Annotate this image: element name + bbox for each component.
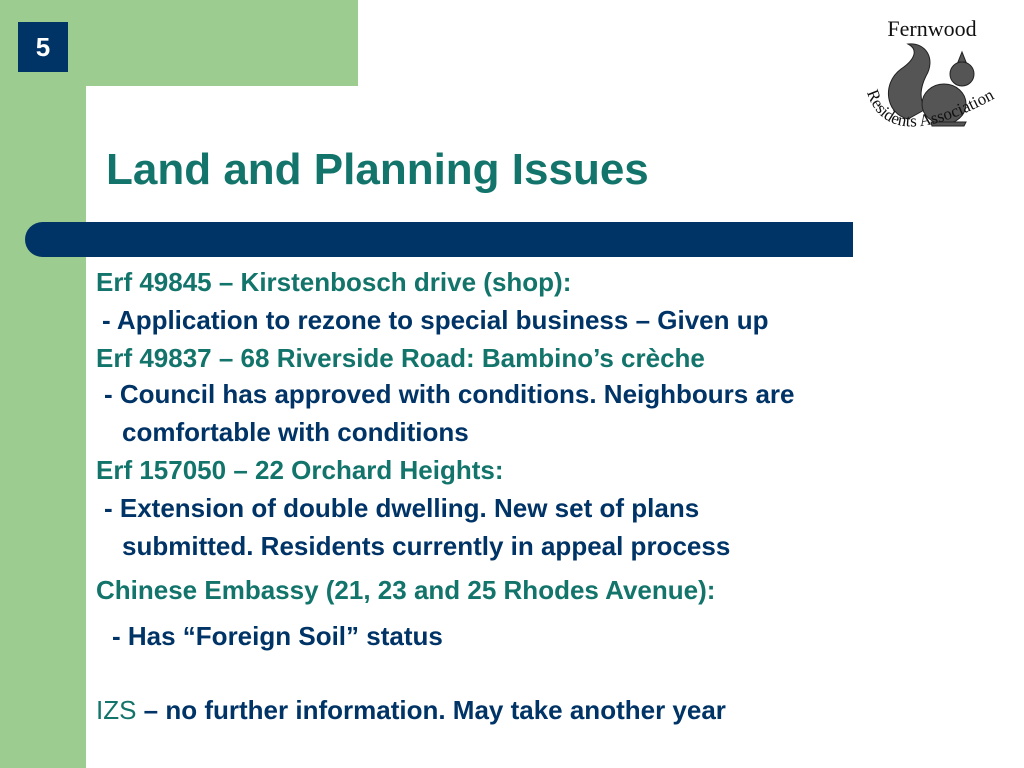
content-corner bbox=[86, 86, 146, 146]
logo-name-arc: Residents Association bbox=[863, 85, 997, 131]
title-divider-bar bbox=[25, 222, 853, 257]
page-title: Land and Planning Issues bbox=[106, 145, 649, 194]
issue-detail-3a: - Extension of double dwelling. New set of plans bbox=[104, 493, 700, 523]
issue-detail-2b: comfortable with conditions bbox=[122, 417, 469, 447]
issue-detail-4: - Has “Foreign Soil” status bbox=[112, 621, 443, 651]
footer-prefix: IZS bbox=[96, 695, 137, 725]
issue-detail-1: - Application to rezone to special business – Given up bbox=[102, 305, 769, 335]
issue-detail-3b: submitted. Residents currently in appeal process bbox=[122, 531, 731, 561]
slide-number-badge: 5 bbox=[18, 22, 68, 72]
fernwood-logo bbox=[846, 14, 1016, 164]
footer-text: – no further information. May take another year bbox=[136, 695, 726, 725]
issue-heading-2: Erf 49837 – 68 Riverside Road: Bambino’s crèche bbox=[96, 343, 705, 373]
issue-detail-2a: - Council has approved with conditions. Neighbours are bbox=[104, 379, 795, 409]
issue-heading-4: Chinese Embassy (21, 23 and 25 Rhodes Avenue): bbox=[96, 575, 716, 605]
issue-heading-3: Erf 157050 – 22 Orchard Heights: bbox=[96, 455, 504, 485]
left-green-panel bbox=[0, 0, 86, 768]
issue-heading-1: Erf 49845 – Kirstenbosch drive (shop): bbox=[96, 267, 572, 297]
footer-note bbox=[96, 694, 726, 726]
logo-name-top: Fernwood bbox=[887, 16, 977, 41]
